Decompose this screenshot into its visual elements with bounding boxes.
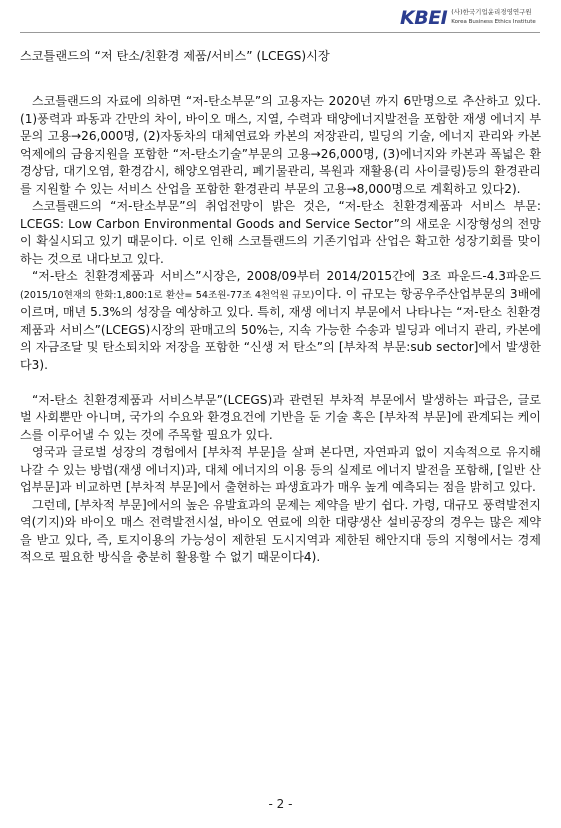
- paragraph-2: 스코틀랜드의 “저-탄소부문”의 취업전망이 밝은 것은, “저-탄소 친환경제품과 서비스 부문: LCEGS: Low Carbon Environmental Goods and Service Sector”의 새로운 시장형성의 전망이 확실시되고 있기 때문이다. 이로 인해 스코틀랜드의 기존기업과 산업은 확고한 성장기회를 맞이하는 것으로 내다보고 있다.: [20, 199, 541, 266]
- paragraph-3: [20, 268, 541, 374]
- logo-mark: KBEI: [400, 7, 448, 29]
- page-header: [0, 0, 561, 40]
- paragraph-4: “저-탄소 친환경제품과 서비스부문”(LCEGS)과 관련된 부차적 부문에서 발생하는 파급은, 글로벌 사회뿐만 아니며, 국가의 수요와 환경요건에 기반을 둔 기술 혹은 [부차적 부문]에 관계되는 케이스를 이루어낼 수 있는 것에 주목할 필요가 있다.: [20, 392, 541, 442]
- document-body: [20, 93, 541, 567]
- paragraph-5: 영국과 글로벌 성장의 경험에서 [부차적 부문]을 살펴 본다면, 자연파괴 없이 지속적으로 유지해 나갈 수 있는 방법(재생 에너지)과, 대체 에너지의 이용 등의 실제로 에너지 발전을 포함해, [일반 산업부문]과 비교하면 [부차적 부문]에서 출현하는 파생효과가 매우 높게 예측되는 점을 밝히고 있다.: [20, 445, 541, 494]
- logo-english-name: Korea Business Ethics Institute: [451, 19, 536, 25]
- logo-korean-name: (사)한국기업윤리경영연구원: [451, 8, 532, 16]
- logo-text: [451, 8, 535, 26]
- paragraph-3-text-b: 이다. 이 규모는 항공우주산업부문의 3배에 이르며, 매년 5.3%의 성장을 예상하고 있다. 특히, 재생 에너지 부문에서 나타나는 “저-탄소 친환경제품과 서비스”(LCEGS)시장의 판매고의 50%는, 지속 가능한 수송과 빌딩과 에너지 관리, 카본에의 자금조달 및 탄소퇴치와 저장을 포함한 “신생 저 탄소”의 [부차적 부문:sub sector]에서 발생한다3).: [20, 286, 541, 372]
- paragraph-6: 그런데, [부차적 부문]에서의 높은 유발효과의 문제는 제약을 받기 쉽다. 가령, 대규모 풍력발전지역(기지)와 바이오 매스 전력발전시설, 바이오 연료에 의한 대량생산 설비공장의 경우는 많은 제약을 받고 있다, 즉, 토지이용의 가능성이 제한된 도시지역과 제한된 해안지대 등의 지형에서는 경제적으로 필요한 방식을 충분히 활용할 수 없기 때문이다4).: [20, 497, 541, 564]
- paragraph-3-note: (2015/10현재의 한화:1,800:1로 환산= 54조원-77조 4천억원 규모): [20, 289, 315, 301]
- header-divider: [20, 32, 540, 33]
- paragraph-1: 스코틀랜드의 자료에 의하면 “저-탄소부문”의 고용자는 2020년 까지 6만명으로 추산하고 있다. (1)풍력과 파동과 간만의 차이, 바이오 매스, 지열, 수력과 태양에너지발전을 포함한 재생 에너지 부문의 고용→26,000명, (2)자동차의 대체연료와 카본의 저장관리, 빌딩의 기술, 에너지 관리와 카본억제에의 금융지원을 포함한 “저-탄소기술”부문의 고용→26,000명, (3)에너지와 카본과 폭넓은 환경상담, 대기오염, 환경감시, 해양오염관리, 폐기물관리, 복원과 재활용(리 사이클링)등의 환경관리를 지원할 수 있는 서비스 산업을 포함한 환경관리 부문의 고용→8,000명으로 계획하고 있다2).: [20, 94, 541, 196]
- paragraph-3-text-a: “저-탄소 친환경제품과 서비스”시장은, 2008/09부터 2014/2015간에 3조 파운드-4.3파운드: [32, 269, 541, 283]
- page-number: - 2 -: [268, 797, 293, 811]
- institute-logo: [400, 8, 536, 30]
- section-title: 스코틀랜드의 “저 탄소/친환경 제품/서비스” (LCEGS)시장: [20, 49, 330, 63]
